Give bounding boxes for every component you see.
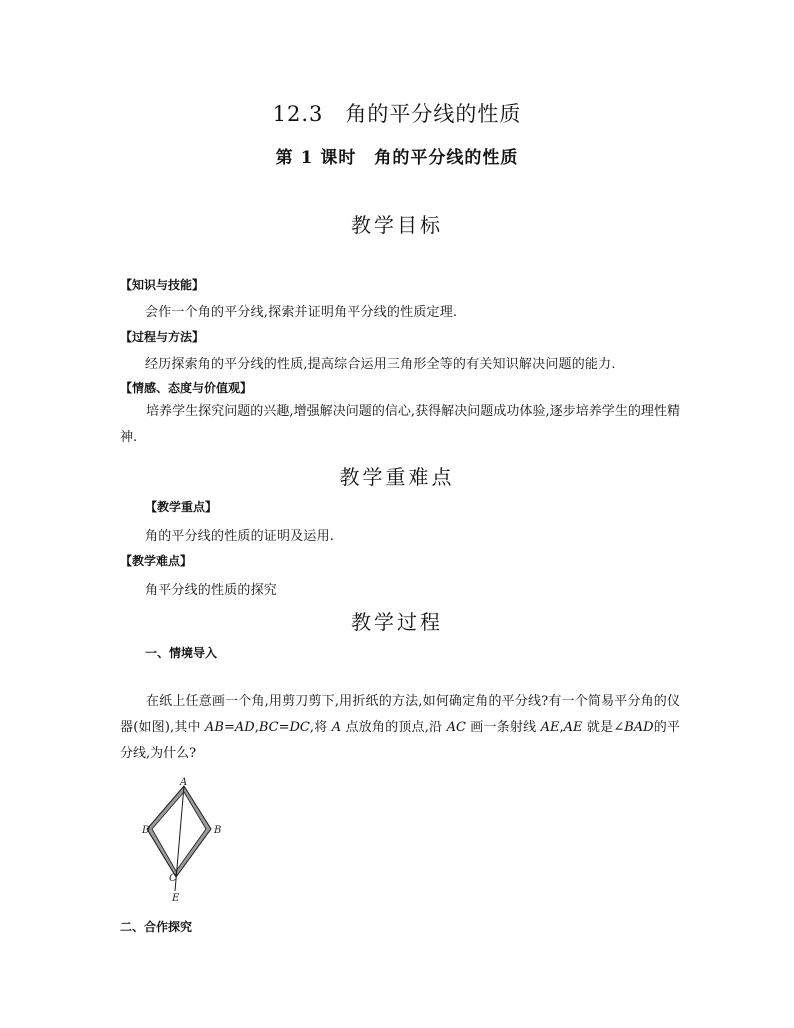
objectives-heading: 教学目标 [351,213,443,237]
difficulty-text: 角平分线的性质的探究 [145,583,278,598]
point-a: A [331,720,342,735]
focus-text: 角的平分线的性质的证明及运用. [145,529,335,544]
label-a: A [180,777,188,788]
emotion-label: 【情感、态度与价值观】 [120,381,253,395]
label-e: E [172,893,180,904]
angle-bisector-instrument-figure [130,775,240,910]
angle-bad: ∠BAD [613,720,654,735]
process-label: 【过程与方法】 [120,330,205,344]
step1-label: 一、情境导入 [145,646,218,660]
keypoints-heading: 教学重难点 [339,465,455,489]
process-text: 经历探索角的平分线的性质,提高综合运用三角形全等的有关知识解决问题的能力. [145,357,616,372]
ray-ae: AE [563,720,583,735]
eq-bc-dc: BC=DC [258,720,310,735]
ray-ac: AC [446,720,466,735]
lesson-subtitle: 第 1 课时 角的平分线的性质 [275,148,519,168]
intro-paragraph: 在纸上任意画一个角,用剪刀剪下,用折纸的方法,如何确定角的平分线?有一个简易平分角的仪器(如图),其中 AB=AD,BC=DC,将 A 点放角的顶点,沿 AC 画一条射线 AE,AE 就是∠BAD的平分线,为什么? [120,694,680,761]
label-c: C [169,873,177,884]
instrument-inner-cutout [152,792,206,871]
process-heading: 教学过程 [351,610,443,634]
eq-ab-ad: AB=AD [205,720,255,735]
focus-label: 【教学重点】 [145,500,218,514]
emotion-text: 培养学生探究问题的兴趣,增强解决问题的信心,获得解决问题成功体验,逐步培养学生的理性精神. [120,404,680,445]
page-title: 12.3 角的平分线的性质 [272,102,522,126]
ray-ae: AE [540,720,560,735]
label-d: D [142,825,151,836]
difficulty-label: 【教学难点】 [120,554,193,568]
step2-label: 二、合作探究 [120,920,193,934]
knowledge-text: 会作一个角的平分线,探索并证明角平分线的性质定理. [145,305,458,320]
knowledge-label: 【知识与技能】 [120,278,205,292]
label-b: B [214,825,222,836]
